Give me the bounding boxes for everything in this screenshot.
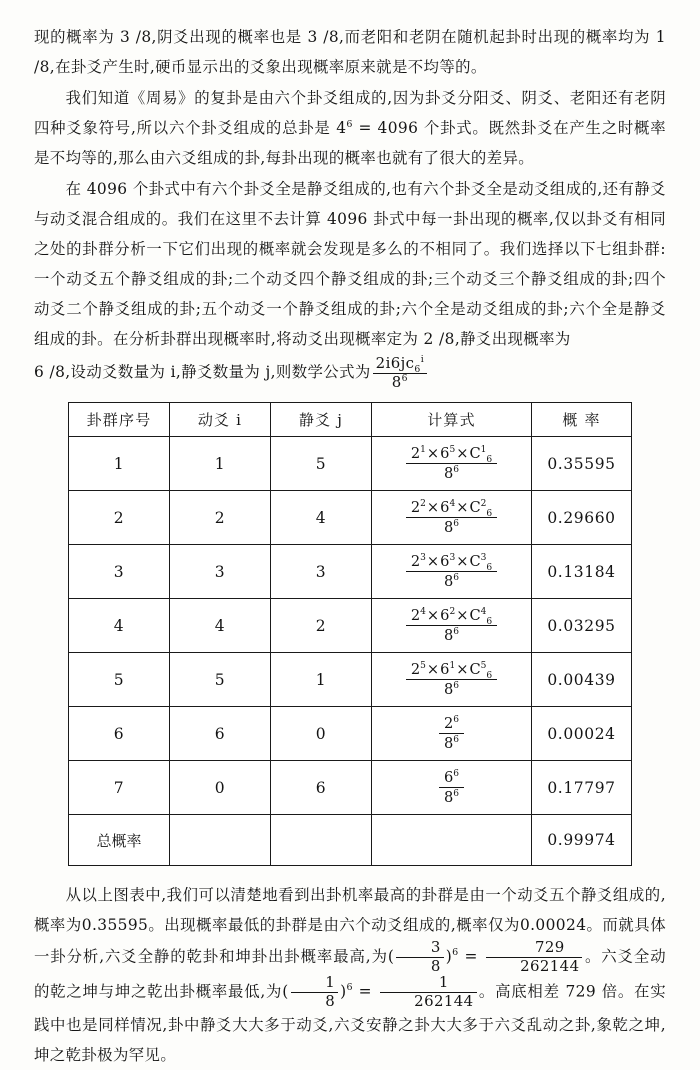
cell-probability: 0.00024 bbox=[532, 707, 632, 761]
calculation-numerator: $2^1\times 6^5\times C^1_6$ bbox=[406, 446, 497, 465]
paragraph-2-superscript: 6 bbox=[346, 118, 353, 130]
calculation-numerator: $2^3\times 6^3\times C^3_6$ bbox=[406, 554, 497, 573]
exponent: 1 bbox=[449, 660, 456, 671]
calculation-denominator: $8^6$ bbox=[443, 573, 460, 591]
multiplication-sign: × bbox=[456, 498, 469, 516]
exponent: 6 bbox=[453, 627, 460, 638]
paragraph-5-superscript-1: 6 bbox=[452, 947, 459, 959]
exponent: 1 bbox=[420, 444, 426, 455]
cell-group-index: 4 bbox=[69, 599, 170, 653]
cell-static-lines: 4 bbox=[271, 491, 372, 545]
calculation-fraction bbox=[439, 716, 464, 753]
cell-calculation bbox=[372, 707, 532, 761]
cell-moving-lines: 4 bbox=[170, 599, 271, 653]
calculation-fraction bbox=[406, 500, 497, 537]
cell-group-index: 3 bbox=[69, 545, 170, 599]
fraction-3-denominator: 8 bbox=[325, 991, 336, 1010]
formula-numerator-text: 2i6jc bbox=[375, 353, 415, 372]
table-row bbox=[69, 761, 632, 815]
paragraph-4-prefix: 6 /8,设动爻数量为 i,静爻数量为 j,则数学公式为 bbox=[34, 363, 371, 381]
cell-total-label: 总概率 bbox=[69, 815, 170, 866]
calculation-denominator: $8^6$ bbox=[443, 681, 460, 699]
multiplication-sign: × bbox=[456, 606, 469, 624]
cell-moving-lines: 5 bbox=[170, 653, 271, 707]
fraction-4-numerator: 1 bbox=[380, 975, 477, 993]
subscript: 6 bbox=[486, 508, 493, 519]
cell-total-moving-empty bbox=[170, 815, 271, 866]
paragraph-4-formula-line bbox=[34, 355, 666, 390]
multiplication-sign: × bbox=[426, 606, 440, 624]
exponent: 4 bbox=[449, 498, 456, 509]
cell-total-probability: 0.99974 bbox=[532, 815, 632, 866]
table-row bbox=[69, 437, 632, 491]
calculation-numerator: $2^2\times 6^4\times C^2_6$ bbox=[406, 500, 497, 519]
formula-denominator-superscript: 6 bbox=[401, 372, 408, 384]
cell-group-index: 1 bbox=[69, 437, 170, 491]
column-header-formula: 计算式 bbox=[372, 403, 532, 437]
formula-numerator-subscript: 6 bbox=[414, 363, 421, 375]
subscript: 6 bbox=[486, 616, 493, 627]
fraction-729-262144 bbox=[486, 940, 583, 975]
probability-table bbox=[68, 402, 632, 866]
probability-table-container bbox=[34, 402, 666, 866]
paragraph-2-text-a: 我们知道《周易》的复卦是由六个卦爻组成的,因为卦爻分阳爻、阴爻、老阳还有老阴四种爻象符号,所以六个卦爻组成的总卦是 4 bbox=[34, 89, 666, 137]
table-row bbox=[69, 653, 632, 707]
exponent: 5 bbox=[449, 444, 456, 455]
calculation-denominator: $8^6$ bbox=[443, 789, 460, 807]
paragraph-1: 现的概率为 3 /8,阴爻出现的概率也是 3 /8,而老阳和老阴在随机起卦时出现的概率均为 1 /8,在卦爻产生时,硬币显示出的爻象出现概率原来就是不均等的。 bbox=[34, 28, 666, 76]
cell-static-lines: 5 bbox=[271, 437, 372, 491]
exponent: 6 bbox=[453, 789, 460, 800]
fraction-one-eighth bbox=[291, 975, 338, 1010]
subscript: 6 bbox=[486, 670, 493, 681]
cell-group-index: 5 bbox=[69, 653, 170, 707]
exponent: 2 bbox=[480, 498, 487, 509]
multiplication-sign: × bbox=[426, 552, 440, 570]
exponent: 5 bbox=[480, 660, 487, 671]
subscript: 6 bbox=[486, 562, 493, 573]
calculation-fraction bbox=[406, 662, 497, 699]
column-header-group-index: 卦群序号 bbox=[69, 403, 170, 437]
paragraph-5-text-d: 。六爻全动的乾之坤与坤之乾出卦概率最低,为( bbox=[34, 947, 666, 1001]
exponent: 1 bbox=[480, 444, 487, 455]
exponent: 5 bbox=[420, 660, 426, 671]
exponent: 2 bbox=[420, 498, 426, 509]
paragraph-5-text-e: ) bbox=[340, 982, 347, 1001]
calculation-denominator: $8^6$ bbox=[443, 465, 460, 483]
exponent: 6 bbox=[453, 519, 460, 530]
table-body bbox=[69, 437, 632, 866]
column-header-moving-lines: 动爻 i bbox=[170, 403, 271, 437]
cell-probability: 0.29660 bbox=[532, 491, 632, 545]
exponent: 6 bbox=[453, 681, 460, 692]
paragraph-5-superscript-2: 6 bbox=[346, 982, 353, 994]
fraction-three-eighths bbox=[396, 940, 443, 975]
fraction-1-numerator: 3 bbox=[396, 940, 443, 958]
calculation-denominator: $8^6$ bbox=[443, 519, 460, 537]
multiplication-sign: × bbox=[456, 660, 469, 678]
cell-group-index: 6 bbox=[69, 707, 170, 761]
calculation-numerator: $2^5\times 6^1\times C^5_6$ bbox=[406, 662, 497, 681]
cell-moving-lines: 3 bbox=[170, 545, 271, 599]
cell-static-lines: 0 bbox=[271, 707, 372, 761]
exponent: 4 bbox=[420, 606, 426, 617]
fraction-3-numerator: 1 bbox=[291, 975, 338, 993]
cell-calculation bbox=[372, 545, 532, 599]
cell-calculation bbox=[372, 761, 532, 815]
cell-probability: 0.03295 bbox=[532, 599, 632, 653]
cell-total-static-empty bbox=[271, 815, 372, 866]
exponent: 6 bbox=[453, 768, 460, 779]
calculation-fraction bbox=[439, 770, 464, 807]
cell-group-index: 2 bbox=[69, 491, 170, 545]
calculation-fraction bbox=[406, 554, 497, 591]
fraction-1-denominator: 8 bbox=[430, 957, 441, 976]
paragraph-5 bbox=[34, 880, 666, 1069]
cell-probability: 0.35595 bbox=[532, 437, 632, 491]
exponent: 6 bbox=[453, 465, 460, 476]
fraction-2-denominator: 262144 bbox=[520, 957, 580, 976]
calculation-denominator: $8^6$ bbox=[443, 627, 460, 645]
calculation-numerator: $6^6$ bbox=[439, 770, 464, 789]
calculation-numerator: $2^6$ bbox=[439, 716, 464, 735]
exponent: 6 bbox=[453, 714, 460, 725]
table-header-row bbox=[69, 403, 632, 437]
column-header-probability: 概 率 bbox=[532, 403, 632, 437]
exponent: 6 bbox=[453, 735, 460, 746]
multiplication-sign: × bbox=[426, 498, 440, 516]
math-formula-denominator bbox=[373, 374, 427, 391]
formula-numerator-superscript: i bbox=[420, 353, 425, 365]
multiplication-sign: × bbox=[456, 552, 469, 570]
paragraph-5-text-f: = bbox=[352, 982, 378, 1001]
cell-group-index: 7 bbox=[69, 761, 170, 815]
calculation-fraction bbox=[406, 446, 497, 483]
cell-static-lines: 3 bbox=[271, 545, 372, 599]
multiplication-sign: × bbox=[426, 660, 440, 678]
exponent: 3 bbox=[449, 552, 456, 563]
paragraph-5-text-a: 从以上图表中,我们可以清楚地看到出卦机率最高的卦群是由一个动爻五个静爻组成的,概率为0.35595。出现概率最低的卦群是由六个动爻组成的,概率仅为0.00024。而就具体一卦分析,六爻全静的乾卦和坤卦出卦概率最高,为( bbox=[34, 886, 666, 966]
math-formula-numerator bbox=[373, 353, 427, 375]
exponent: 3 bbox=[480, 552, 487, 563]
exponent: 2 bbox=[449, 606, 456, 617]
cell-moving-lines: 1 bbox=[170, 437, 271, 491]
subscript: 6 bbox=[486, 454, 493, 465]
formula-denominator-base: 8 bbox=[391, 372, 402, 391]
paragraph-3: 在 4096 个卦式中有六个卦爻全是静爻组成的,也有六个卦爻全是动爻组成的,还有静爻与动爻混合组成的。我们在这里不去计算 4096 卦式中每一卦出现的概率,仅以卦爻有相同之处的卦群分析一下它们出现的概率就会发现是多么的不相同了。我们选择以下七组卦群:一个动爻五个静爻组成的卦;二个动爻四个静爻组成的卦;三个动爻三个静爻组成的卦;四个动爻二个静爻组成的卦;五个动爻一个静爻组成的卦;六个全是动爻组成的卦;六个全是静爻组成的卦。在分析卦群出现概率时,将动爻出现概率定为 2 /8,静爻出现概率为 bbox=[34, 180, 666, 348]
paragraph-2-text-b: = 4096 个卦式。既然卦爻在产生之时概率是不均等的,那么由六爻组成的卦,每卦出现的概率也就有了很大的差异。 bbox=[34, 119, 666, 167]
exponent: 3 bbox=[420, 552, 426, 563]
cell-probability: 0.17797 bbox=[532, 761, 632, 815]
fraction-one-262144 bbox=[380, 975, 477, 1010]
math-formula-main bbox=[373, 353, 427, 391]
cell-probability: 0.00439 bbox=[532, 653, 632, 707]
paragraph-5-text-g: 。高底相差 729 倍。在实践中也是同样情况,卦中静爻大大多于动爻,六爻安静之卦大大多于六爻乱动之卦,象乾之坤,坤之乾卦极为罕见。 bbox=[34, 982, 666, 1064]
cell-calculation bbox=[372, 599, 532, 653]
exponent: 4 bbox=[480, 606, 487, 617]
cell-probability: 0.13184 bbox=[532, 545, 632, 599]
fraction-4-denominator: 262144 bbox=[414, 991, 474, 1010]
calculation-numerator: $2^4\times 6^2\times C^4_6$ bbox=[406, 608, 497, 627]
multiplication-sign: × bbox=[456, 444, 469, 462]
cell-calculation bbox=[372, 653, 532, 707]
multiplication-sign: × bbox=[426, 444, 440, 462]
exponent: 6 bbox=[453, 573, 460, 584]
calculation-denominator: $8^6$ bbox=[443, 735, 460, 753]
table-total-row bbox=[69, 815, 632, 866]
paragraph-5-text-b: ) bbox=[445, 947, 453, 966]
cell-moving-lines: 6 bbox=[170, 707, 271, 761]
table-header bbox=[69, 403, 632, 437]
cell-moving-lines: 0 bbox=[170, 761, 271, 815]
cell-calculation bbox=[372, 437, 532, 491]
table-row bbox=[69, 491, 632, 545]
paragraph-2 bbox=[34, 83, 666, 173]
cell-static-lines: 6 bbox=[271, 761, 372, 815]
cell-calculation bbox=[372, 491, 532, 545]
table-row bbox=[69, 599, 632, 653]
fraction-2-numerator: 729 bbox=[486, 940, 583, 958]
cell-total-calc-empty bbox=[372, 815, 532, 866]
table-row bbox=[69, 707, 632, 761]
cell-static-lines: 2 bbox=[271, 599, 372, 653]
table-row bbox=[69, 545, 632, 599]
paragraph-5-text-c: = bbox=[458, 947, 484, 966]
cell-static-lines: 1 bbox=[271, 653, 372, 707]
calculation-fraction bbox=[406, 608, 497, 645]
column-header-static-lines: 静爻 j bbox=[271, 403, 372, 437]
cell-moving-lines: 2 bbox=[170, 491, 271, 545]
